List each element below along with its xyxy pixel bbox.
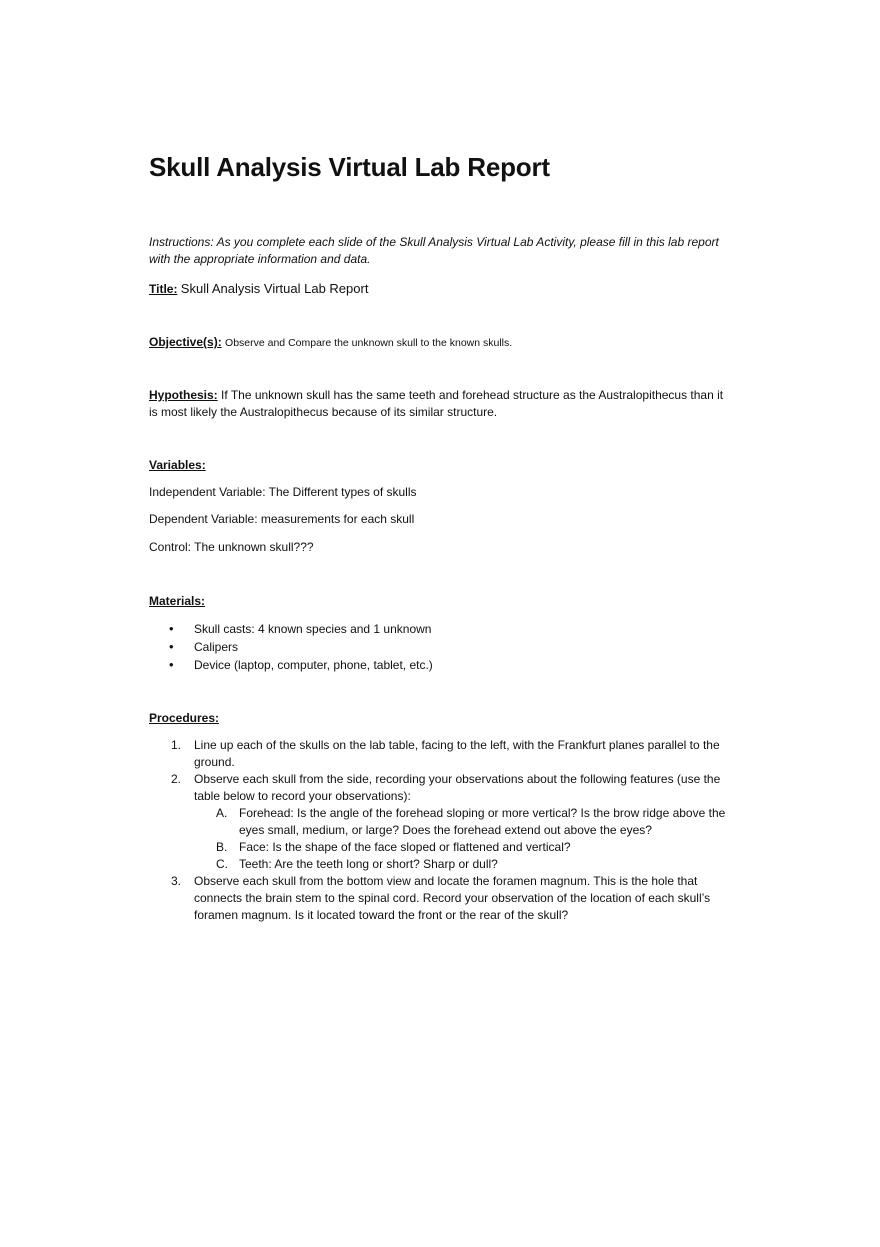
list-item: • Device (laptop, computer, phone, tablet, etc.) [149,656,433,674]
sub-step-letter: A. [216,806,228,820]
procedure-step-1 [149,737,729,771]
sub-step-letter: C. [216,857,228,871]
step-number: 3. [171,874,182,888]
materials-list [149,620,433,674]
step-number: 2. [171,772,182,786]
procedures-list [149,737,729,924]
title-value: Skull Analysis Virtual Lab Report [180,281,369,296]
hypothesis-label: Hypothesis: [149,388,218,402]
procedures-heading [149,710,219,727]
objective-field [149,334,512,352]
sub-step-text: Teeth: Are the teeth long or short? Sharp or dull? [239,857,498,871]
procedures-label: Procedures: [149,711,220,725]
sub-steps-list [194,805,729,873]
sub-step-c [194,856,729,873]
step-text: Observe each skull from the side, recording your observations about the following features (use the table below to record your observations): [194,772,721,803]
sub-step-text: Forehead: Is the angle of the forehead sloping or more vertical? Is the brow ridge above the eyes small, medium, or large? Does the forehead extend out above the eyes? [239,806,726,837]
sub-step-a [194,805,729,839]
objective-value: Observe and Compare the unknown skull to the known skulls. [225,337,513,349]
hypothesis-value: If The unknown skull has the same teeth and forehead structure as the Australopithecus than it is most likely the Australopithecus because of its similar structure. [149,388,724,419]
instructions-text: Instructions: As you complete each slide of the Skull Analysis Virtual Lab Activity, please fill in this lab report with the appropriate information and data. [149,235,719,266]
title-field [149,280,368,298]
materials-heading [149,593,205,610]
control-variable: Control: The unknown skull??? [149,540,314,554]
materials-label: Materials: [149,594,206,608]
document-title: Skull Analysis Virtual Lab Report [149,152,550,182]
step-text: Line up each of the skulls on the lab table, facing to the left, with the Frankfurt planes parallel to the ground. [194,738,720,769]
title-label: Title: [149,282,178,296]
list-item: • Skull casts: 4 known species and 1 unknown [149,620,433,638]
objective-label: Objective(s): [149,335,222,349]
procedure-step-2 [149,771,729,873]
variables-heading [149,457,206,474]
sub-step-text: Face: Is the shape of the face sloped or flattened and vertical? [239,840,571,854]
sub-step-letter: B. [216,840,228,854]
hypothesis-field [149,387,729,421]
sub-step-b [194,839,729,856]
list-item: • Calipers [149,638,433,656]
dependent-variable: Dependent Variable: measurements for each skull [149,512,415,526]
step-number: 1. [171,738,182,752]
step-text: Observe each skull from the bottom view and locate the foramen magnum. This is the hole that connects the brain stem to the spinal cord. Record your observation of the location of each skull’s foramen magnum. Is it located toward the front or the rear of the skull? [194,874,711,922]
independent-variable: Independent Variable: The Different types of skulls [149,485,417,499]
procedure-step-3 [149,873,729,924]
variables-label: Variables: [149,458,206,472]
